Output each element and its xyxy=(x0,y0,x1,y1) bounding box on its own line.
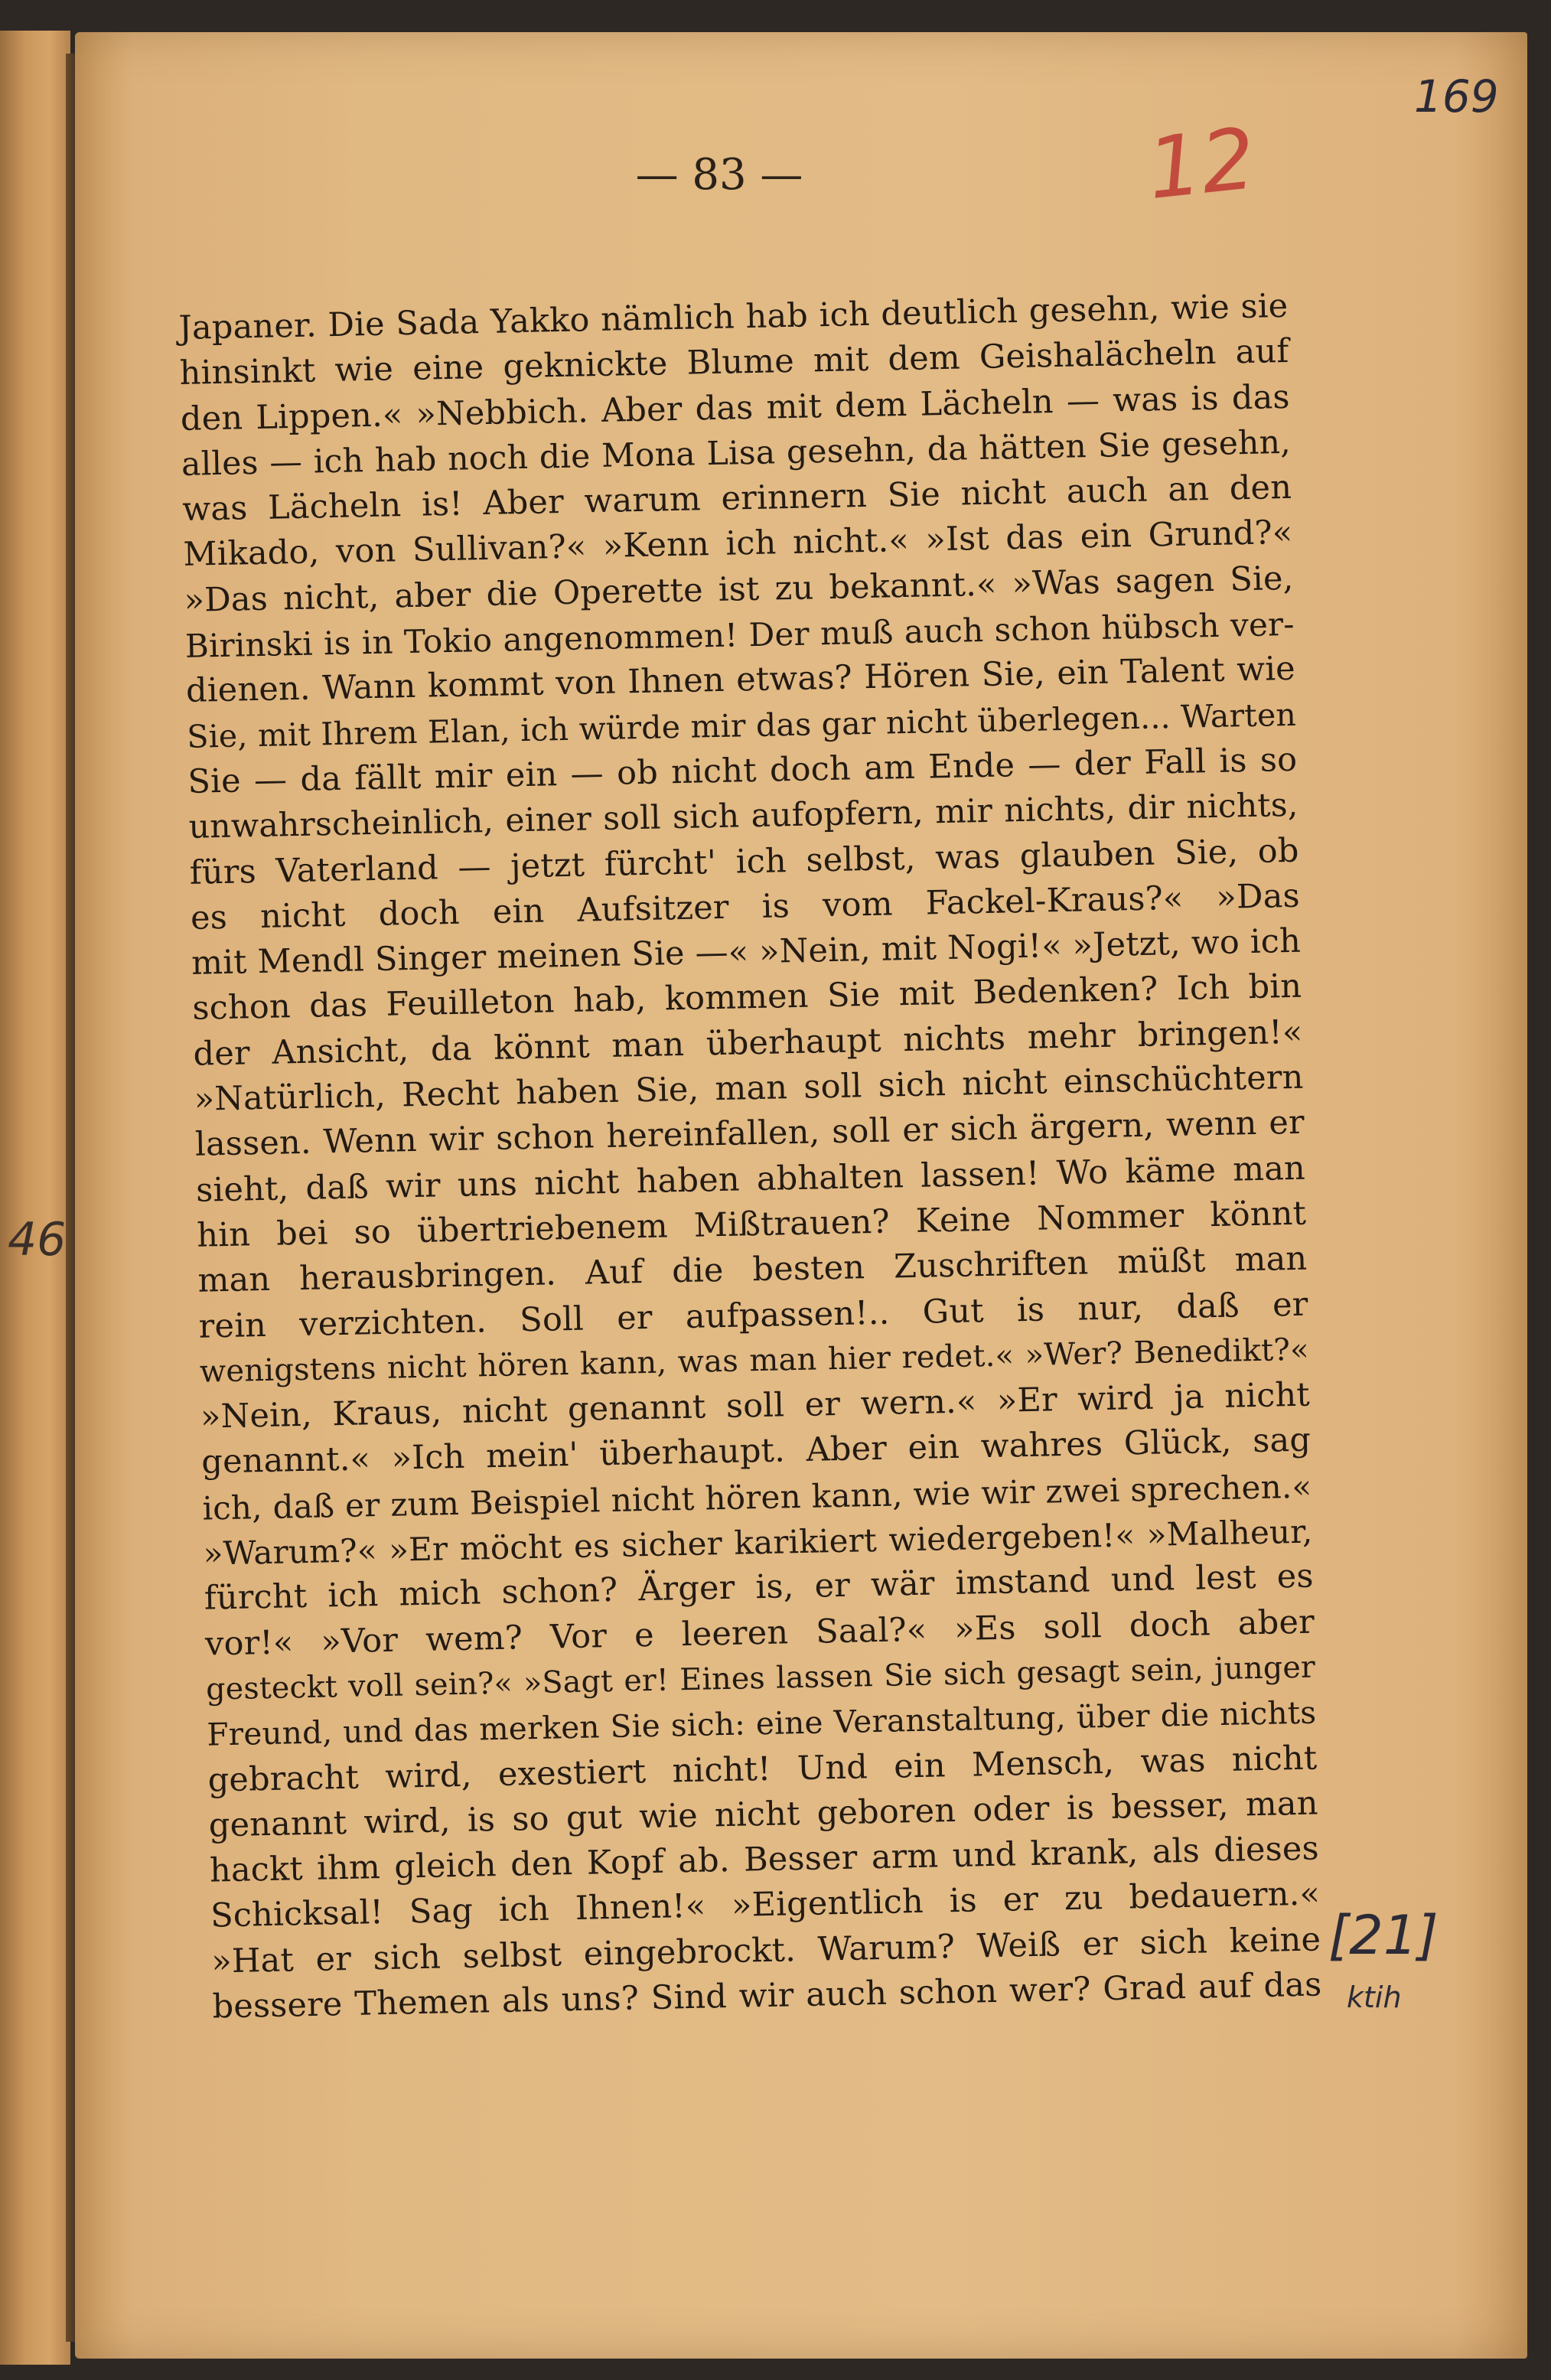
text-line: lassen. Wenn wir schon hereinfallen, soll er sich ärgern, wenn er xyxy=(194,1104,1305,1165)
text-line: gebracht wird, exestiert nicht! Und ein Mensch, was nicht xyxy=(207,1739,1318,1800)
text-line: »Natürlich, Recht haben Sie, man soll sich nicht einschüchtern xyxy=(194,1058,1305,1119)
text-line: Sie — da fällt mir ein — ob nicht doch am Ende — der Fall is so xyxy=(187,740,1298,801)
text-line: mit Mendl Singer meinen Sie —« »Nein, mit Nogi!« »Jetzt, wo ich xyxy=(191,921,1302,983)
text-line: wenigstens nicht hören kann, was man hier redet.« »Wer? Benedikt?« xyxy=(199,1332,1310,1390)
body-text xyxy=(178,284,1322,2030)
text-line: es nicht doch ein Aufsitzer is vom Fackel-Kraus?« »Das xyxy=(190,876,1301,937)
text-line: fürcht ich mich schon? Ärger is, er wär imstand und lest es xyxy=(204,1557,1315,1618)
text-line: unwahrscheinlich, einer soll sich aufopfern, mir nichts, dir nichts, xyxy=(188,787,1298,847)
text-line: bessere Themen als uns? Sind wir auch schon wer? Grad auf das xyxy=(212,1965,1322,2026)
text-line: »Warum?« »Er möcht es sicher karikiert wiedergeben!« »Malheur, xyxy=(203,1512,1313,1573)
text-line: was Lächeln is! Aber warum erinnern Sie nicht auch an den xyxy=(181,468,1292,530)
text-line: hinsinkt wie eine geknickte Blume mit dem Geishalächeln auf xyxy=(179,332,1289,393)
facing-page-edge xyxy=(0,31,70,2365)
text-line: Birinski is in Tokio angenommen! Der muß auch schon hübsch ver- xyxy=(184,605,1295,665)
text-line: der Ansicht, da könnt man überhaupt nichts mehr bringen!« xyxy=(193,1012,1303,1074)
text-line: alles — ich hab noch die Mona Lisa gesehn, da hätten Sie gesehn, xyxy=(181,423,1292,484)
text-line: schon das Feuilleton hab, kommen Sie mit Bedenken? Ich bin xyxy=(191,967,1302,1029)
red-pencil-mark: 12 xyxy=(1142,109,1260,218)
text-line: genannt.« »Ich mein' überhaupt. Aber ein wahres Glück, sag xyxy=(200,1421,1312,1482)
text-line: dienen. Wann kommt von Ihnen etwas? Hören Sie, ein Talent wie xyxy=(185,650,1296,711)
text-line: Freund, und das merken Sie sich: eine Veranstaltung, über die nichts xyxy=(206,1694,1317,1753)
text-line: den Lippen.« »Nebbich. Aber das mit dem Lächeln — was is das xyxy=(180,377,1291,439)
text-line: »Das nicht, aber die Operette ist zu bekannt.« »Was sagen Sie, xyxy=(184,559,1294,620)
text-line: sieht, daß wir uns nicht haben abhalten lassen! Wo käme man xyxy=(195,1149,1306,1210)
text-line: man herausbringen. Auf die besten Zuschriften müßt man xyxy=(197,1239,1308,1300)
text-line: Schicksal! Sag ich Ihnen!« »Eigentlich is er zu bedauern.« xyxy=(210,1874,1321,1935)
text-line: genannt wird, is so gut wie nicht geboren oder is besser, man xyxy=(208,1784,1319,1845)
text-line: vor!« »Vor wem? Vor e leeren Saal?« »Es soll doch aber xyxy=(204,1602,1315,1664)
left-margin-note: 46 xyxy=(8,1213,67,1267)
text-line: rein verzichten. Soll er aufpassen!.. Gut is nur, daß er xyxy=(198,1285,1308,1346)
text-line: hin bei so übertriebenem Mißtrauen? Keine Nommer könnt xyxy=(196,1194,1307,1255)
text-line: Sie, mit Ihrem Elan, ich würde mir das gar nicht überlegen... Warten xyxy=(186,696,1297,755)
text-line: ich, daß er zum Beispiel nicht hören kann, wie wir zwei sprechen.« xyxy=(202,1467,1312,1527)
text-line: Japaner. Die Sada Yakko nämlich hab ich deutlich gesehn, wie sie xyxy=(178,286,1289,347)
page-number: — 83 — xyxy=(635,150,803,200)
text-line: Mikado, von Sullivan?« »Kenn ich nicht.« »Ist das ein Grund?« xyxy=(183,513,1293,575)
text-line: »Nein, Kraus, nicht genannt soll er wern.« »Er wird ja nicht xyxy=(200,1375,1311,1436)
text-line: gesteckt voll sein?« »Sagt er! Eines lassen Sie sich gesagt sein, junger xyxy=(205,1649,1316,1707)
pencil-folio-number: 169 xyxy=(1414,70,1499,122)
right-margin-bracket-note: [21] xyxy=(1328,1904,1439,1967)
text-line: »Hat er sich selbst eingebrockt. Warum? Weiß er sich keine xyxy=(210,1920,1321,1981)
text-line: hackt ihm gleich den Kopf ab. Besser arm und krank, als dieses xyxy=(209,1829,1320,1890)
text-line: fürs Vaterland — jetzt fürcht' ich selbst, was glauben Sie, ob xyxy=(189,831,1300,892)
right-margin-small-note: ktih xyxy=(1347,1981,1402,2014)
